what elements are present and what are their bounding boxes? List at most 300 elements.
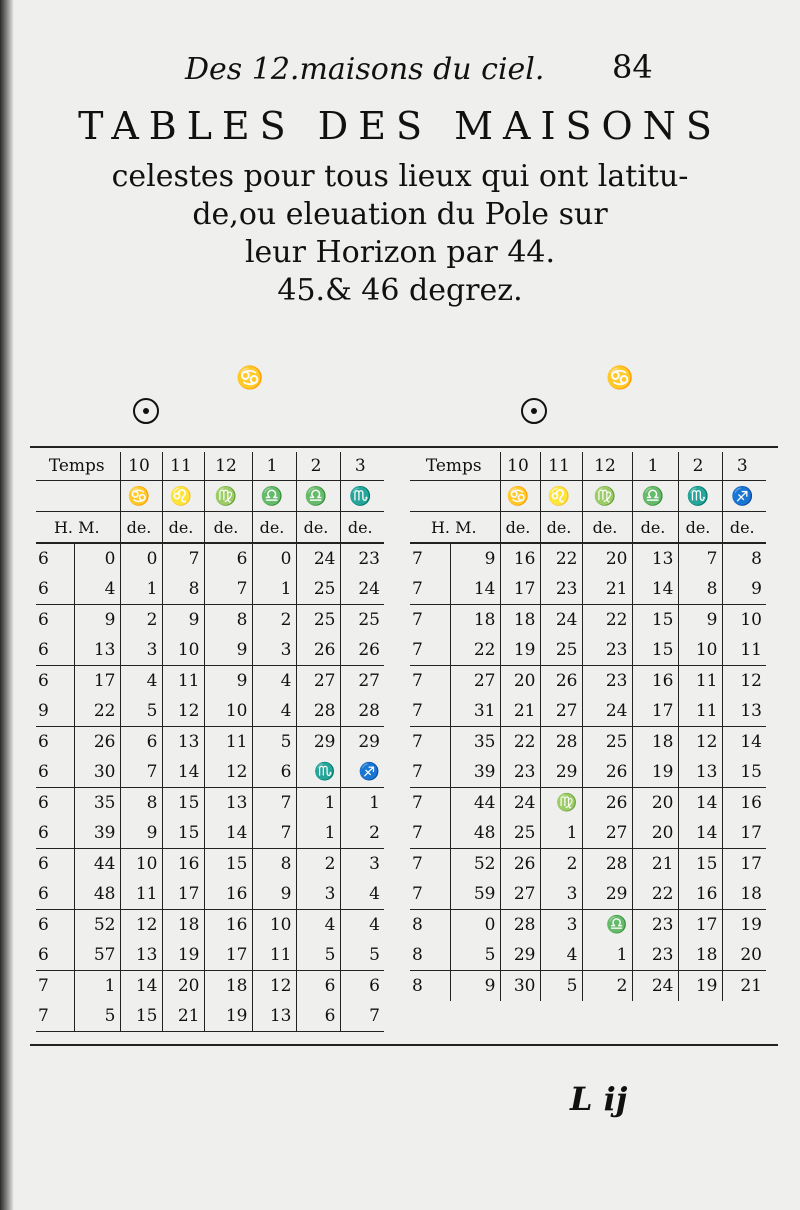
table-cell: 28 (582, 849, 632, 880)
table-cell: 1 (540, 818, 582, 849)
table-cell: 7 (410, 666, 450, 697)
table-cell: 7 (36, 1001, 74, 1032)
table-cell: 14 (740, 732, 762, 752)
table-cell: 28 (540, 727, 582, 758)
table-cell: 22 (632, 879, 678, 910)
table-cell: 3 (369, 854, 380, 874)
table-cell: 18 (204, 971, 252, 1002)
header-cell: Temps (410, 452, 500, 481)
table-cell: 7 (340, 1001, 384, 1032)
table-row (410, 605, 766, 636)
table-cell: 19 (204, 1001, 252, 1032)
table-cell: 19 (632, 757, 678, 788)
table-cell: 26 (500, 849, 540, 880)
table-cell: 6 (36, 818, 74, 849)
table-cell: 9 (36, 696, 74, 727)
table-cell: 44 (74, 849, 120, 880)
table-cell: 25 (296, 605, 340, 636)
table-cell: 16 (204, 910, 252, 941)
table-cell: 23 (632, 940, 678, 971)
table-cell: 13 (120, 940, 162, 971)
table-cell: 12 (740, 671, 762, 691)
table-cell: 21 (582, 574, 632, 605)
table-cell: 17 (678, 910, 722, 941)
table-cell: 7 (36, 971, 74, 1002)
table-cell: 7 (252, 818, 296, 849)
table-cell: 39 (450, 757, 500, 788)
table-cell: 7 (410, 635, 450, 666)
table-cell: 29 (582, 879, 632, 910)
table-cell: 23 (540, 574, 582, 605)
table-cell: 3 (296, 879, 340, 910)
table-cell: 15 (722, 757, 766, 788)
table-cell: 14 (204, 818, 252, 849)
table-cell: 31 (450, 696, 500, 727)
table-cell: 27 (540, 696, 582, 727)
table-cell: 1 (74, 971, 120, 1002)
table-cell: 7 (410, 605, 450, 636)
table-cell: 3 (540, 879, 582, 910)
table-cell: 6 (369, 976, 380, 996)
table-cell: 6 (36, 574, 74, 605)
table-cell: 28 (296, 696, 340, 727)
table-cell: 7 (410, 574, 450, 605)
table-cell: 24 (582, 696, 632, 727)
table-cell: 29 (296, 727, 340, 758)
table-cell: 9 (678, 605, 722, 636)
table-row (410, 696, 766, 727)
header-cell: 3 (722, 452, 766, 481)
header-cell: 1 (632, 452, 678, 481)
table-cell: 22 (500, 727, 540, 758)
header-cell: 1 (252, 452, 296, 481)
table-cell: 35 (74, 788, 120, 819)
table-cell: 9 (204, 666, 252, 697)
table-row (410, 543, 766, 574)
table-cell: 52 (450, 849, 500, 880)
table-cell: 6 (252, 757, 296, 788)
table-cell: 14 (162, 757, 204, 788)
sign-cell: ♎ (296, 481, 340, 512)
table-cell: 7 (410, 879, 450, 910)
table-cell: 44 (450, 788, 500, 819)
table-cell: 6 (296, 971, 340, 1002)
cancer-sign-right: ♋ (606, 366, 634, 391)
table-cell: 35 (450, 727, 500, 758)
table-cell: 0 (252, 543, 296, 574)
table-cell: 2 (120, 605, 162, 636)
table-cell: 9 (162, 605, 204, 636)
table-cell: 14 (450, 574, 500, 605)
table-cell: 13 (204, 788, 252, 819)
table-cell: 23 (632, 910, 678, 941)
table-cell: 16 (740, 793, 762, 813)
table-cell: 22 (540, 543, 582, 574)
table-cell: 23 (582, 635, 632, 666)
table-cell: 10 (740, 610, 762, 630)
sign-cell: ♎ (252, 481, 296, 512)
table-cell: 59 (450, 879, 500, 910)
table-cell: 23 (500, 757, 540, 788)
table-row (36, 1001, 384, 1032)
table-cell: 5 (450, 940, 500, 971)
table-row (36, 543, 384, 574)
table-row (410, 788, 766, 819)
subtitle-line: leur Horizon par 44. (244, 235, 556, 270)
table-cell: 16 (632, 666, 678, 697)
table-cell: 6 (36, 849, 74, 880)
table-cell: 12 (120, 910, 162, 941)
unit-cell: de. (500, 512, 540, 544)
table-cell: 11 (678, 666, 722, 697)
table-cell: 7 (410, 727, 450, 758)
table-cell: 1 (120, 574, 162, 605)
table-cell: 20 (722, 940, 766, 971)
table-cell: 5 (120, 696, 162, 727)
table-cell: 19 (678, 971, 722, 1002)
table-cell: 10 (162, 635, 204, 666)
table-cell: 1 (296, 788, 340, 819)
unit-cell: de. (632, 512, 678, 544)
table-cell: 17 (740, 854, 762, 874)
table-cell: 25 (358, 610, 380, 630)
table-cell: 2 (540, 849, 582, 880)
table-cell: 9 (450, 971, 500, 1002)
table-cell: 6 (296, 1001, 340, 1032)
table-row (36, 910, 384, 941)
table-cell: 16 (204, 879, 252, 910)
table-cell: 2 (582, 971, 632, 1002)
table-cell: 26 (582, 788, 632, 819)
table-cell: 11 (204, 727, 252, 758)
table-cell: 15 (162, 788, 204, 819)
table-cell: 19 (162, 940, 204, 971)
sign-row (36, 481, 384, 512)
table-cell: 20 (500, 666, 540, 697)
table-cell: 12 (162, 696, 204, 727)
table-cell: 1 (252, 574, 296, 605)
sun-icon (133, 398, 159, 424)
table-cell: 10 (252, 910, 296, 941)
table-cell: 6 (36, 788, 74, 819)
unit-cell: de. (252, 512, 296, 544)
table-row (36, 940, 384, 971)
table-cell: 4 (369, 915, 380, 935)
header-cell: 11 (162, 452, 204, 481)
header-cell: 12 (582, 452, 632, 481)
table-cell: 14 (632, 574, 678, 605)
table-cell: 0 (450, 910, 500, 941)
table-cell: 18 (450, 605, 500, 636)
table-cell: 24 (540, 605, 582, 636)
table-cell: 23 (358, 549, 380, 569)
table-cell: 7 (410, 696, 450, 727)
table-cell: 8 (162, 574, 204, 605)
table-row (410, 940, 766, 971)
table-cell: 11 (252, 940, 296, 971)
unit-cell: de. (296, 512, 340, 544)
table-cell: 19 (740, 915, 762, 935)
table-cell: 7 (410, 757, 450, 788)
header-cell: 11 (540, 452, 582, 481)
table-cell: 26 (340, 635, 384, 666)
table-cell: 16 (162, 849, 204, 880)
table-cell: 6 (36, 727, 74, 758)
unit-cell: de. (722, 512, 766, 544)
table-cell: 7 (678, 543, 722, 574)
table-row (410, 727, 766, 758)
unit-cell: de. (204, 512, 252, 544)
table-cell: 9 (204, 635, 252, 666)
table-cell: 6 (36, 635, 74, 666)
table-cell: 17 (204, 940, 252, 971)
table-cell: 6 (36, 757, 74, 788)
table-cell: 8 (751, 549, 762, 569)
table-cell: 15 (632, 635, 678, 666)
table-cell: 25 (296, 574, 340, 605)
table-cell: 6 (36, 543, 74, 574)
header-cell: 10 (120, 452, 162, 481)
table-cell: 14 (678, 818, 722, 849)
unit-row (36, 512, 384, 544)
table-row (36, 879, 384, 910)
table-row (36, 971, 384, 1002)
table-cell: 57 (74, 940, 120, 971)
table-cell: 9 (450, 543, 500, 574)
table-cell: 4 (74, 574, 120, 605)
table-cell: 6 (36, 910, 74, 941)
table-cell: 1 (582, 940, 632, 971)
sign-cell: ♎ (632, 481, 678, 512)
table-cell: 7 (410, 543, 450, 574)
table-cell: 8 (204, 605, 252, 636)
table-cell: 5 (340, 940, 384, 971)
table-cell: 17 (162, 879, 204, 910)
table-cell: 17 (722, 818, 766, 849)
sign-cell: ♐ (722, 481, 766, 512)
table-cell: 14 (678, 788, 722, 819)
table-cell: ♍ (540, 788, 582, 819)
table-cell: 13 (252, 1001, 296, 1032)
table-cell: 17 (500, 574, 540, 605)
table-cell: 24 (340, 574, 384, 605)
running-header (0, 48, 800, 96)
table-row (410, 849, 766, 880)
table-cell: 29 (540, 757, 582, 788)
table-cell: 21 (632, 849, 678, 880)
table-cell: 10 (204, 696, 252, 727)
table-row (36, 635, 384, 666)
table-cell: 1 (369, 793, 380, 813)
table-cell: 8 (410, 971, 450, 1002)
sign-row (410, 481, 766, 512)
table-cell: 13 (632, 543, 678, 574)
table-cell: 11 (120, 879, 162, 910)
table-cell: 17 (74, 666, 120, 697)
table-cell: 16 (678, 879, 722, 910)
table-cell: 5 (74, 1001, 120, 1032)
running-title: Des 12.maisons du ciel. (185, 52, 545, 87)
table-cell: 3 (540, 910, 582, 941)
header-cell: Temps (36, 452, 120, 481)
page-edge-shadow (0, 0, 14, 1210)
table-cell: 22 (450, 635, 500, 666)
table-cell: 22 (74, 696, 120, 727)
table-cell: 6 (120, 727, 162, 758)
unit-cell: de. (162, 512, 204, 544)
table-cell: 25 (582, 727, 632, 758)
table-cell: 10 (678, 635, 722, 666)
table-cell: 7 (204, 574, 252, 605)
subtitle-line: 45.& 46 degrez. (277, 273, 523, 308)
unit-cell: de. (582, 512, 632, 544)
table-cell: 8 (410, 910, 450, 941)
table-cell: 5 (252, 727, 296, 758)
table-row (36, 696, 384, 727)
table-cell: 52 (74, 910, 120, 941)
table-cell: 27 (296, 666, 340, 697)
table-cell: 20 (162, 971, 204, 1002)
table-cell: 4 (252, 666, 296, 697)
table-cell: 15 (678, 849, 722, 880)
table-row (36, 574, 384, 605)
unit-cell: de. (678, 512, 722, 544)
table-cell: 7 (162, 543, 204, 574)
sun-icon (521, 398, 547, 424)
table-row (36, 818, 384, 849)
table-cell: 39 (74, 818, 120, 849)
table-cell: ♎ (582, 910, 632, 941)
table-cell: 15 (632, 605, 678, 636)
subtitle-line: celestes pour tous lieux qui ont latitu- (111, 159, 689, 194)
table-row (410, 879, 766, 910)
left-house-table (36, 452, 384, 1032)
table-cell: 23 (582, 666, 632, 697)
table-row (36, 727, 384, 758)
table-cell: 5 (540, 971, 582, 1002)
table-cell: 13 (678, 757, 722, 788)
sign-cell: ♋ (500, 481, 540, 512)
table-cell: 7 (410, 849, 450, 880)
table-cell: 6 (36, 605, 74, 636)
table-header-row (36, 452, 384, 481)
table-row (36, 849, 384, 880)
table-cell: 2 (340, 818, 384, 849)
table-cell: 29 (500, 940, 540, 971)
sign-cell: ♏ (678, 481, 722, 512)
table-row (36, 788, 384, 819)
table-cell: 18 (632, 727, 678, 758)
table-cell: 15 (120, 1001, 162, 1032)
table-cell: 27 (450, 666, 500, 697)
table-cell: 13 (162, 727, 204, 758)
sign-cell: ♌ (162, 481, 204, 512)
table-cell: 21 (740, 976, 762, 996)
table-cell: 9 (74, 605, 120, 636)
table-cell: 48 (450, 818, 500, 849)
table-cell: ♏ (296, 757, 340, 788)
table-cell: 21 (162, 1001, 204, 1032)
header-cell: 2 (678, 452, 722, 481)
table-cell: 0 (74, 543, 120, 574)
table-cell: 21 (500, 696, 540, 727)
table-cell: 4 (340, 879, 384, 910)
table-cell: 4 (296, 910, 340, 941)
table-row (36, 757, 384, 788)
table-cell: 28 (340, 696, 384, 727)
unit-cell: de. (540, 512, 582, 544)
table-cell: 18 (678, 940, 722, 971)
subtitle-line: de,ou eleuation du Pole sur (192, 197, 608, 232)
table-cell: 9 (722, 574, 766, 605)
table-cell: 6 (36, 940, 74, 971)
table-cell: 6 (36, 879, 74, 910)
table-cell: 18 (722, 879, 766, 910)
sign-cell: ♌ (540, 481, 582, 512)
page-title: TABLES DES MAISONS (78, 104, 722, 148)
table-cell: 8 (410, 940, 450, 971)
table-cell: 30 (500, 971, 540, 1002)
header-cell: 12 (204, 452, 252, 481)
table-cell: 1 (296, 818, 340, 849)
table-cell: 2 (296, 849, 340, 880)
table-cell: 0 (120, 543, 162, 574)
signature-mark: L ij (570, 1080, 628, 1118)
table-cell: 11 (162, 666, 204, 697)
table-cell: 6 (36, 666, 74, 697)
table-row (36, 605, 384, 636)
page-subtitle (90, 158, 710, 310)
table-cell: 17 (632, 696, 678, 727)
table-cell: 14 (120, 971, 162, 1002)
sign-cell: ♋ (120, 481, 162, 512)
table-cell: 3 (120, 635, 162, 666)
table-row (410, 910, 766, 941)
unit-cell: de. (340, 512, 384, 544)
table-cell: 4 (540, 940, 582, 971)
table-cell: 8 (678, 574, 722, 605)
table-cell: 26 (582, 757, 632, 788)
table-cell: 27 (358, 671, 380, 691)
table-cell: 18 (162, 910, 204, 941)
unit-cell: H. M. (410, 512, 500, 544)
table-cell: 27 (500, 879, 540, 910)
table-cell: 7 (120, 757, 162, 788)
table-row (410, 818, 766, 849)
page-number: 84 (612, 48, 653, 86)
table-cell: 12 (252, 971, 296, 1002)
table-row (410, 635, 766, 666)
table-row (410, 757, 766, 788)
table-cell: 9 (120, 818, 162, 849)
table-cell: 11 (678, 696, 722, 727)
table-cell: 28 (500, 910, 540, 941)
table-cell: 15 (162, 818, 204, 849)
table-cell: 7 (410, 818, 450, 849)
unit-cell: H. M. (36, 512, 120, 544)
table-cell: 24 (500, 788, 540, 819)
table-cell: 26 (74, 727, 120, 758)
table-cell: 13 (74, 635, 120, 666)
table-cell: 3 (252, 635, 296, 666)
table-row (410, 574, 766, 605)
cancer-sign-left: ♋ (236, 366, 264, 391)
table-cell: 12 (678, 727, 722, 758)
table-cell: 16 (500, 543, 540, 574)
table-cell: 27 (582, 818, 632, 849)
table-cell: 5 (296, 940, 340, 971)
table-cell: 20 (632, 788, 678, 819)
